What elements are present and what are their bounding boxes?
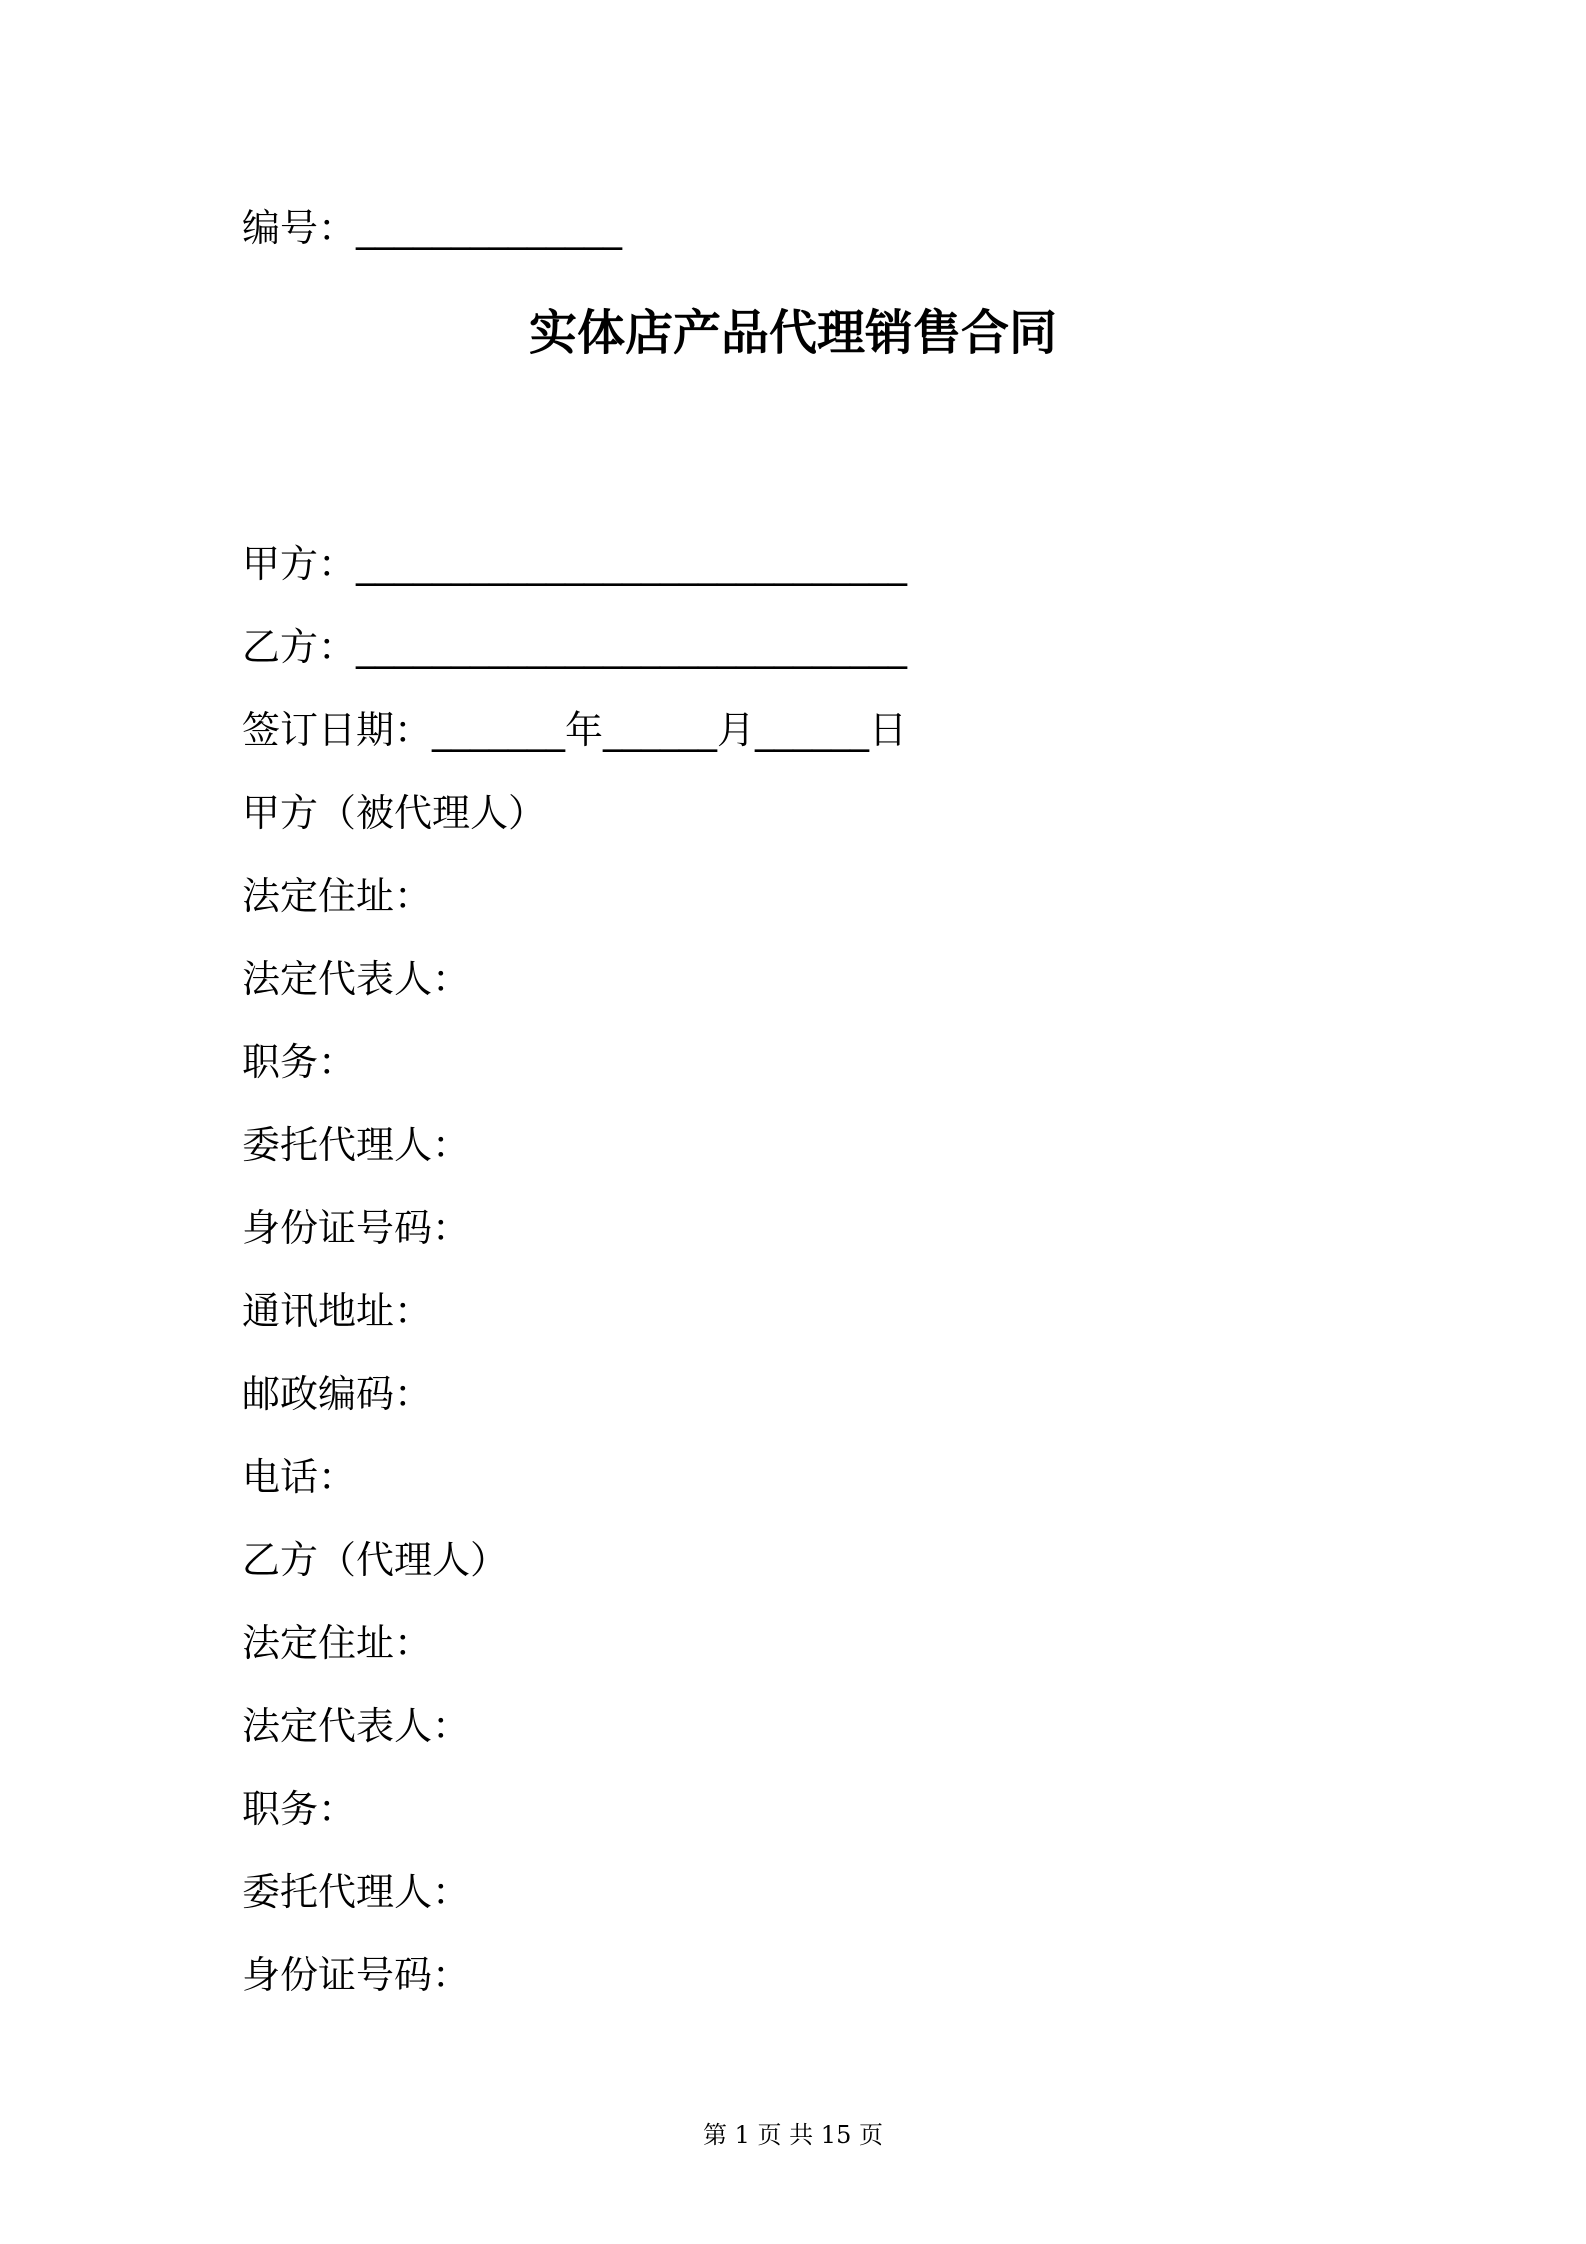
- sign-date-line: 签订日期：_______年______月______日: [242, 708, 908, 752]
- party-b-id-number: 身份证号码：: [242, 1953, 471, 1997]
- page-footer: 第 1 页 共 15 页: [703, 2121, 883, 2149]
- party-b-heading: 乙方（代理人）: [242, 1538, 509, 1582]
- party-a-phone: 电话：: [242, 1455, 357, 1499]
- party-a-heading: 甲方（被代理人）: [242, 791, 547, 835]
- party-b-agent: 委托代理人：: [242, 1870, 471, 1914]
- party-b-line: 乙方：_____________________________: [242, 625, 908, 669]
- party-a-postal-code: 邮政编码：: [242, 1372, 433, 1416]
- party-a-line: 甲方：_____________________________: [242, 542, 908, 586]
- party-a-agent: 委托代理人：: [242, 1123, 471, 1167]
- party-b-address: 法定住址：: [242, 1621, 433, 1665]
- contract-title: 实体店产品代理销售合同: [528, 305, 1057, 361]
- party-a-mailing-address: 通讯地址：: [242, 1289, 433, 1333]
- party-a-position: 职务：: [242, 1040, 357, 1084]
- party-a-legal-rep: 法定代表人：: [242, 957, 471, 1001]
- serial-number-line: 编号：______________: [242, 206, 623, 250]
- party-b-position: 职务：: [242, 1787, 357, 1831]
- party-a-address: 法定住址：: [242, 874, 433, 918]
- party-b-legal-rep: 法定代表人：: [242, 1704, 471, 1748]
- party-a-id-number: 身份证号码：: [242, 1206, 471, 1250]
